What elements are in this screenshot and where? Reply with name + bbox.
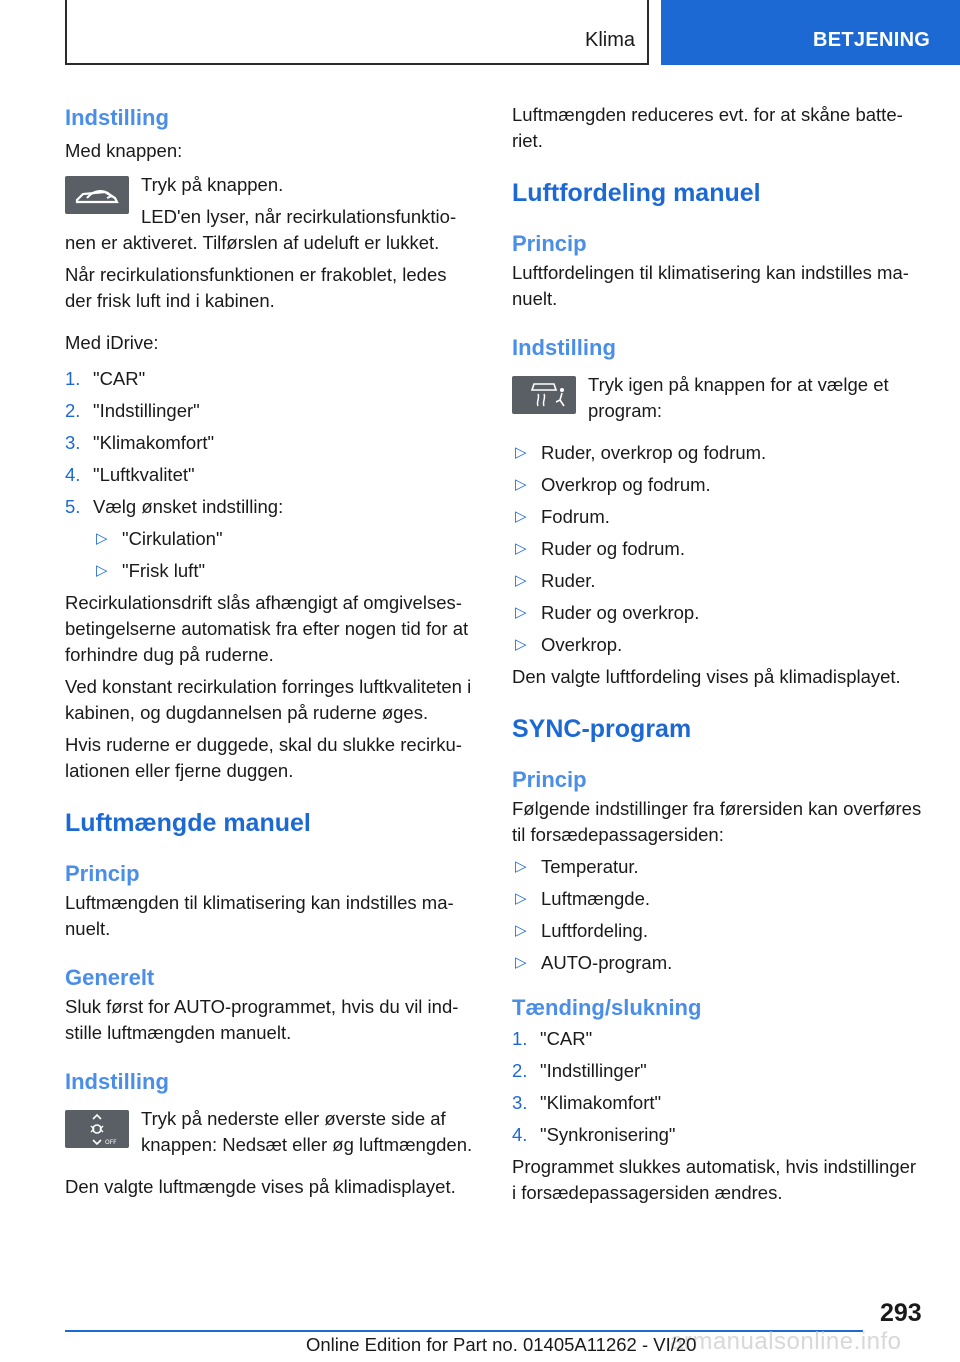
list-item: 3. "Klimakomfort" (512, 1092, 662, 1113)
svg-text:OFF: OFF (105, 1139, 117, 1146)
list-item: 2. "Indstillinger" (65, 400, 200, 421)
triangle-bullet-icon: ▷ (515, 858, 527, 875)
triangle-bullet-icon: ▷ (515, 476, 527, 493)
sync-steps (512, 1026, 924, 1148)
list-item: 4. "Synkronisering" (512, 1124, 676, 1145)
intro-med-knappen: Med knappen: (65, 140, 183, 161)
list-item: ▷ Overkrop. (512, 632, 924, 658)
list-item: ▷ Ruder og fodrum. (512, 536, 924, 562)
paragraph-condensation: Hvis ruderne er duggede, skal du slukke recirkulationen eller fjerne duggen. (65, 734, 462, 781)
triangle-bullet-icon: ▷ (515, 508, 527, 525)
triangle-bullet-icon: ▷ (515, 922, 527, 939)
heading-generelt: Generelt (65, 965, 155, 990)
paragraph-distribution-display: Den valgte luftfordeling vises på klimadisplayet. (512, 666, 901, 687)
list-item: ▷ Ruder, overkrop og fodrum. (512, 440, 924, 466)
sync-list (512, 854, 924, 976)
distribution-button-step: Tryk igen på knappen for at vælge et program: (588, 374, 889, 421)
paragraph-sync-auto-off: Programmet slukkes automatisk, hvis indstillinger i forsædepassagersiden ændres. (512, 1156, 917, 1203)
triangle-bullet-icon: ▷ (515, 604, 527, 621)
fan-button-image (65, 1110, 129, 1148)
triangle-bullet-icon: ▷ (515, 444, 527, 461)
heading-luftfordeling-manuel: Luftfordeling manuel (512, 179, 761, 207)
triangle-bullet-icon: ▷ (515, 572, 527, 589)
list-item: ▷ Temperatur. (512, 854, 924, 880)
paragraph-generelt: Sluk først for AUTO-programmet, hvis du vil indstille luftmængden manuelt. (65, 996, 459, 1043)
paragraph-auto-off: Recirkulationsdrift slås afhængigt af omgivelsesbetingelserne automatisk fra efter nogen tid for at forhindre dug på ruderne. (65, 592, 469, 665)
distribution-button-image (512, 376, 576, 414)
paragraph-princip-distribution: Luftfordelingen til klimatisering kan indstilles manuelt. (512, 262, 909, 309)
page-header (0, 0, 960, 66)
heading-sync-program: SYNC-program (512, 715, 692, 743)
recirculation-button-step: Tryk på knappen. (141, 174, 284, 195)
paragraph-battery: Luftmængden reduceres evt. for at skåne batteriet. (512, 104, 903, 151)
list-item: ▷ AUTO-program. (512, 950, 924, 976)
heading-indstilling-3: Indstilling (512, 335, 616, 360)
recirculation-led-note: LED'en lyser, når recirkulationsfunktionen er aktiveret. Tilførslen af udeluft er lukket. (65, 206, 457, 253)
paragraph-princip-air-volume: Luftmængden til klimatisering kan indstilles manuelt. (65, 892, 454, 939)
triangle-bullet-icon: ▷ (515, 636, 527, 653)
list-item: ▷ Fodrum. (512, 504, 924, 530)
list-item: ▷ Luftfordeling. (512, 918, 924, 944)
paragraph-fresh-air: Når recirkulationsfunktionen er frakoblet, ledes der frisk luft ind i kabinen. (65, 264, 447, 311)
recirculation-button-image (65, 176, 129, 214)
recirculation-car-icon (65, 176, 129, 214)
paragraph-sync-princip: Følgende indstillinger fra førersiden kan overføres til forsædepassagersiden: (512, 798, 922, 845)
triangle-bullet-icon: ▷ (515, 954, 527, 971)
section-title: Klima (584, 29, 635, 51)
list-item: ▷ "Frisk luft" (65, 558, 477, 584)
heading-princip-1: Princip (65, 861, 140, 886)
paragraph-air-quality: Ved konstant recirkulation forringes luftkvaliteten i kabinen, og dugdannelsen på ruderne øges. (65, 676, 472, 723)
watermark: armanualsonline.info (670, 1328, 902, 1355)
heading-princip-3: Princip (512, 767, 587, 792)
list-item: 1. "CAR" (512, 1028, 593, 1049)
edition-note: Online Edition for Part no. 01405A11262 - VI/20 (306, 1334, 697, 1355)
list-item: 1. "CAR" (65, 368, 146, 389)
fan-button-block (65, 1106, 477, 1158)
page-number: 293 (880, 1299, 922, 1327)
air-distribution-icon (512, 376, 576, 414)
right-column (512, 100, 924, 1206)
heading-indstilling-1: Indstilling (65, 105, 169, 130)
list-item: ▷ Overkrop og fodrum. (512, 472, 924, 498)
fan-button-step: Tryk på nederste eller øverste side af knappen: Nedsæt eller øg luftmængden. (141, 1108, 473, 1155)
recirculation-button-block (65, 172, 477, 256)
list-item: ▷ Ruder. (512, 568, 924, 594)
heading-princip-2: Princip (512, 231, 587, 256)
triangle-bullet-icon: ▷ (515, 890, 527, 907)
distribution-button-block (512, 372, 924, 424)
chapter-tab (661, 0, 960, 65)
list-item: 2. "Indstillinger" (512, 1060, 647, 1081)
list-item: 4. "Luftkvalitet" (65, 464, 195, 485)
paragraph-air-volume-display: Den valgte luftmængde vises på klimadisplayet. (65, 1176, 456, 1197)
list-item: 3. "Klimakomfort" (65, 432, 215, 453)
triangle-bullet-icon: ▷ (96, 530, 108, 547)
program-list (512, 440, 924, 658)
heading-taending-slukning: Tænding/slukning (512, 995, 702, 1020)
heading-luftmaengde-manuel: Luftmængde manuel (65, 809, 311, 837)
triangle-bullet-icon: ▷ (515, 540, 527, 557)
intro-med-idrive: Med iDrive: (65, 332, 159, 353)
idrive-substeps (65, 526, 477, 584)
triangle-bullet-icon: ▷ (96, 562, 108, 579)
chapter-title: BETJENING (813, 29, 931, 51)
fan-off-icon (65, 1110, 129, 1148)
list-item: ▷ "Cirkulation" (65, 526, 477, 552)
list-item: ▷ Ruder og overkrop. (512, 600, 924, 626)
idrive-steps (65, 366, 477, 520)
header-section-box (65, 0, 649, 65)
heading-indstilling-2: Indstilling (65, 1069, 169, 1094)
list-item: 5. Vælg ønsket indstilling: (65, 496, 284, 517)
left-column (65, 100, 477, 1200)
list-item: ▷ Luftmængde. (512, 886, 924, 912)
